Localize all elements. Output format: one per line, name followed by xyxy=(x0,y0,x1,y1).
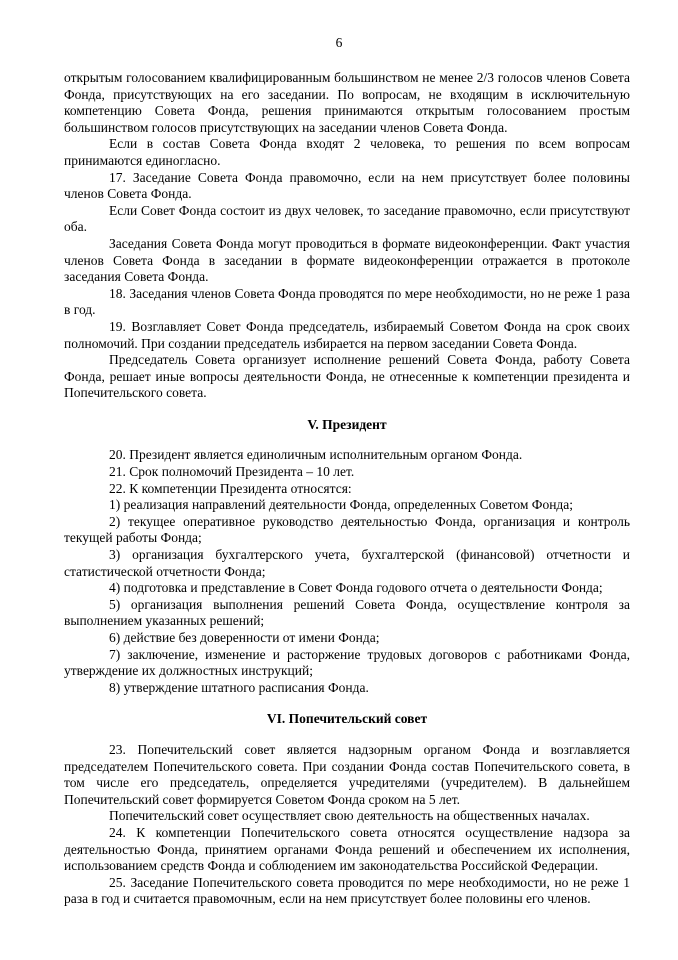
paragraph: Попечительский совет осуществляет свою деятельность на общественных началах. xyxy=(109,808,590,824)
paragraph: 21. Срок полномочий Президента – 10 лет. xyxy=(109,464,355,480)
paragraph: 5) организация выполнения решений Совета Фонда, осуществление контроля за выполнением указанных решений; xyxy=(64,596,630,629)
paragraph: Председатель Совета организует исполнение решений Совета Фонда, работу Совета Фонда, решает иные вопросы деятельности Фонда, не отнесенные к компетенции президента и Попечительского совета. xyxy=(64,352,630,401)
document-body xyxy=(64,70,630,908)
paragraph: 22. К компетенции Президента относятся: xyxy=(109,480,352,496)
paragraph: 24. К компетенции Попечительского совета относятся осуществление надзора за деятельностью Фонда, принятием органами Фонда решений и обеспечением их исполнения, использованием средств Фонда и соблюдением им законодательства Российской Федерации. xyxy=(64,824,630,874)
paragraph: открытым голосованием квалифицированным большинством не менее 2/3 голосов членов Совета Фонда, присутствующих на его заседании. По вопросам, не входящим в исключительную компетенцию Совета Фонда, решения принимаются открытым голосованием простым большинством голосов присутствующих на заседании членов Совета Фонда. xyxy=(64,70,630,135)
page-number: 6 xyxy=(335,35,343,50)
paragraph: 4) подготовка и представление в Совет Фонда годового отчета о деятельности Фонда; xyxy=(109,580,603,596)
paragraph: Если Совет Фонда состоит из двух человек, то заседание правомочно, если присутствуют оба. xyxy=(64,202,630,235)
paragraph: 2) текущее оперативное руководство деятельностью Фонда, организация и контроль текущей работы Фонда; xyxy=(64,513,630,546)
paragraph: 17. Заседание Совета Фонда правомочно, если на нем присутствует более половины членов Совета Фонда. xyxy=(64,169,630,202)
section-heading: V. Президент xyxy=(307,416,387,432)
paragraph: Заседания Совета Фонда могут проводиться в формате видеоконференции. Факт участия членов Совета Фонда в заседании в формате видеоконференции отражается в протоколе заседания Совета Фонда. xyxy=(64,235,630,285)
paragraph: 7) заключение, изменение и расторжение трудовых договоров с работниками Фонда, утверждение их должностных инструкций; xyxy=(64,646,630,679)
paragraph: 19. Возглавляет Совет Фонда председатель, избираемый Советом Фонда на срок своих полномочий. При создании председатель избирается на первом заседании Совета Фонда. xyxy=(64,318,630,351)
paragraph: 8) утверждение штатного расписания Фонда. xyxy=(109,679,369,695)
paragraph: 25. Заседание Попечительского совета проводится по мере необходимости, но не реже 1 раза в год и считается правомочным, если на нем присутствует более половины его членов. xyxy=(64,874,630,907)
paragraph: 6) действие без доверенности от имени Фонда; xyxy=(109,630,380,645)
section-heading: VI. Попечительский совет xyxy=(266,711,428,727)
paragraph: Если в состав Совета Фонда входят 2 человека, то решения по всем вопросам принимаются единогласно. xyxy=(64,136,630,168)
paragraph: 18. Заседания членов Совета Фонда проводятся по мере необходимости, но не реже 1 раза в год. xyxy=(64,285,630,318)
paragraph: 1) реализация направлений деятельности Фонда, определенных Советом Фонда; xyxy=(109,497,574,513)
paragraph: 3) организация бухгалтерского учета, бухгалтерской (финансовой) отчетности и статистической отчетности Фонда; xyxy=(64,547,630,579)
paragraph: 20. Президент является единоличным исполнительным органом Фонда. xyxy=(109,447,523,463)
paragraph: 23. Попечительский совет является надзорным органом Фонда и возглавляется председателем Попечительского совета. При создании Фонда состав Попечительского совета, в том числе его председатель, определяется учредителями (учредителем). В дальнейшем Попечительский совет формируется Советом Фонда сроком на 5 лет. xyxy=(64,741,630,807)
